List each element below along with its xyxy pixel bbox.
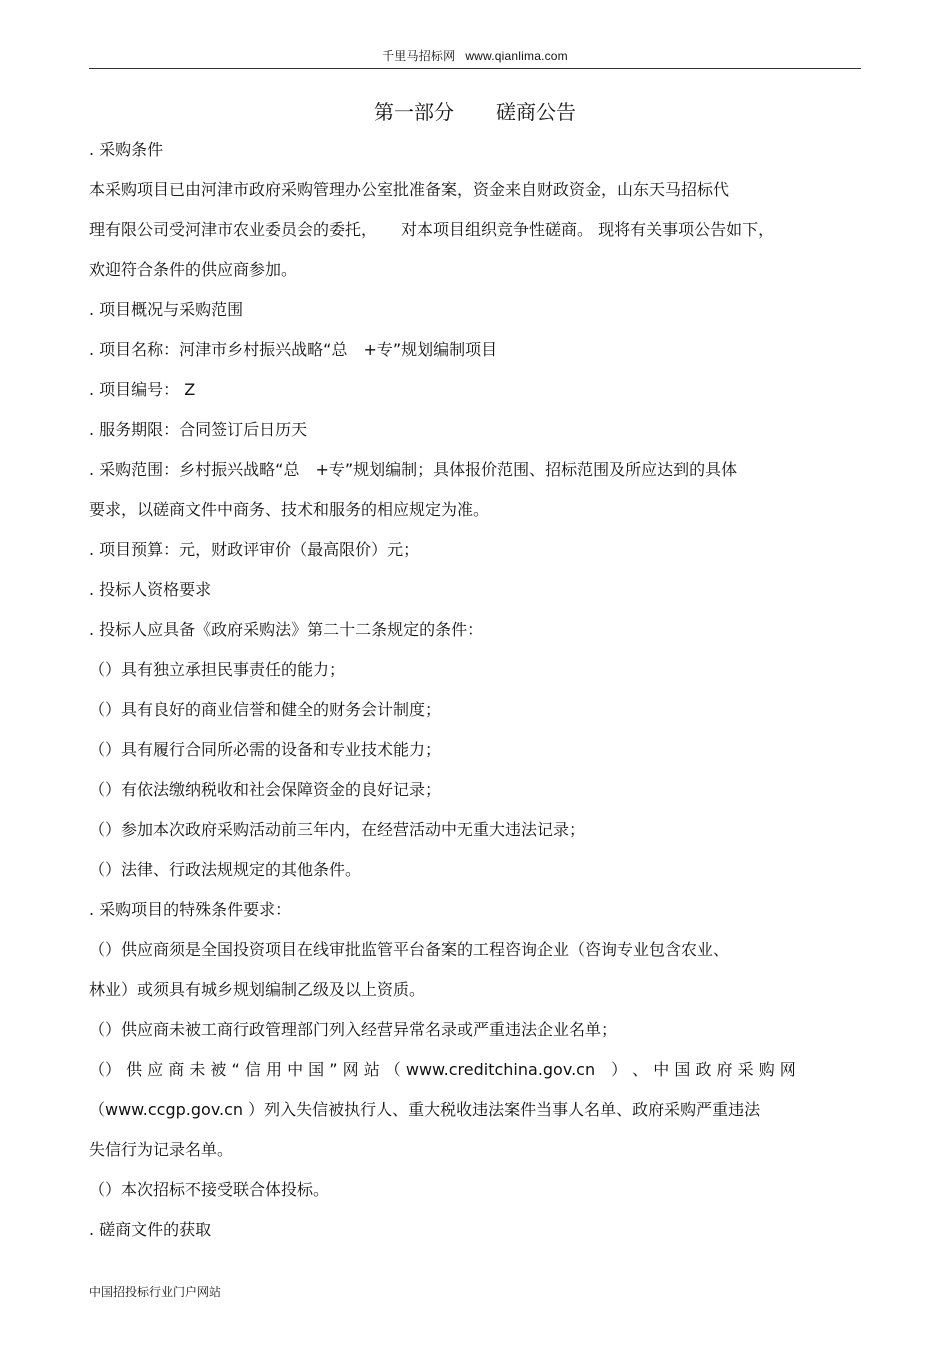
- list-item: （） 供 应 商 未 被 “ 信 用 中 国 ” 网 站 （ www.creditchina.gov.cn ） 、 中 国 政 府 采 购 网: [89, 1060, 796, 1079]
- paragraph-line: （www.ccgp.gov.cn ）列入失信被执行人、重大税收违法案件当事人名单、政府采购严重违法: [89, 1100, 761, 1119]
- project-budget: . 项目预算：元，财政评审价（最高限价）元；: [89, 540, 420, 559]
- paragraph-line: 理有限公司受河津市农业委员会的委托， 对本项目组织竞争性磋商。 现将有关事项公告如下，: [89, 220, 775, 239]
- paragraph-line: 本采购项目已由河津市政府采购管理办公室批准备案，资金来自财政资金，山东天马招标代: [89, 180, 730, 199]
- section-heading-project-overview: . 项目概况与采购范围: [89, 300, 244, 319]
- paragraph-line: 失信行为记录名单。: [89, 1140, 234, 1159]
- list-item: （）供应商未被工商行政管理部门列入经营异常名录或严重违法企业名单；: [89, 1020, 618, 1039]
- section-heading-procurement-conditions: . 采购条件: [89, 140, 164, 159]
- qualification-intro: . 投标人应具备《政府采购法》第二十二条规定的条件：: [89, 620, 484, 639]
- service-period: . 服务期限：合同签订后日历天: [89, 420, 308, 439]
- header-divider: [89, 68, 861, 69]
- section-heading-document-acquisition: . 磋商文件的获取: [89, 1220, 212, 1239]
- list-item: （）供应商须是全国投资项目在线审批监管平台备案的工程咨询企业（咨询专业包含农业、: [89, 940, 730, 959]
- list-item: （）具有履行合同所必需的设备和专业技术能力；: [89, 740, 442, 759]
- site-name: 千里马招标网: [382, 49, 456, 63]
- title-name: 磋商公告: [496, 100, 576, 124]
- list-item: （）参加本次政府采购活动前三年内，在经营活动中无重大违法记录；: [89, 820, 586, 839]
- project-name: . 项目名称：河津市乡村振兴战略“总 +专”规划编制项目: [89, 340, 498, 359]
- section-heading-special-requirements: . 采购项目的特殊条件要求：: [89, 900, 292, 919]
- list-item: （）具有良好的商业信誉和健全的财务会计制度；: [89, 700, 442, 719]
- section-heading-bidder-qualifications: . 投标人资格要求: [89, 580, 212, 599]
- list-item: （）具有独立承担民事责任的能力；: [89, 660, 346, 679]
- paragraph-line: 林业）或须具有城乡规划编制乙级及以上资质。: [89, 980, 426, 999]
- page-header: [0, 47, 950, 64]
- paragraph-line: 欢迎符合条件的供应商参加。: [89, 260, 298, 279]
- page-title: [0, 96, 950, 125]
- list-item: （）法律、行政法规规定的其他条件。: [89, 860, 362, 879]
- list-item: （）本次招标不接受联合体投标。: [89, 1180, 330, 1199]
- site-url: www.qianlima.com: [465, 49, 568, 63]
- paragraph-line: 要求，以磋商文件中商务、技术和服务的相应规定为准。: [89, 500, 490, 519]
- project-number: . 项目编号： Z: [89, 380, 196, 399]
- title-part: 第一部分: [374, 100, 454, 124]
- procurement-scope: . 采购范围：乡村振兴战略“总 +专”规划编制；具体报价范围、招标范围及所应达到的具体: [89, 460, 738, 479]
- page-footer: 中国招投标行业门户网站: [89, 1285, 222, 1299]
- list-item: （）有依法缴纳税收和社会保障资金的良好记录；: [89, 780, 442, 799]
